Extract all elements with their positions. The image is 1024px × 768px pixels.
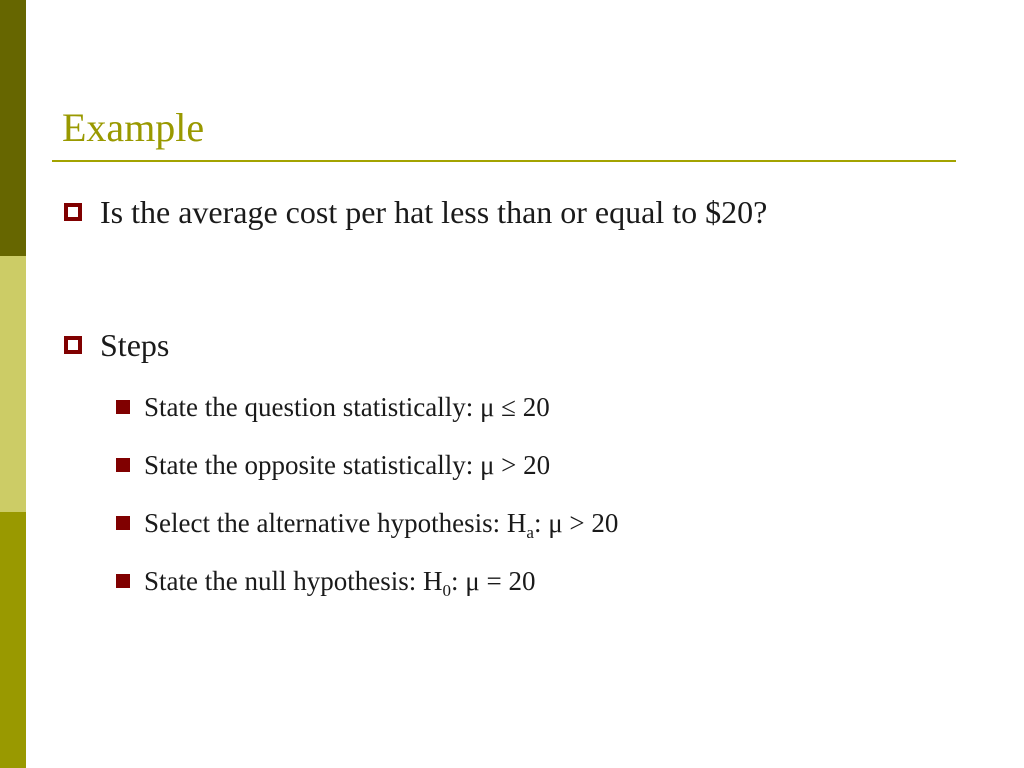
side-band-middle (0, 256, 26, 512)
filled-square-bullet-icon (116, 516, 130, 530)
side-band-bottom (0, 512, 26, 768)
title-underline (52, 160, 956, 162)
bullet-steps (64, 325, 169, 365)
steps-heading: Steps (100, 326, 170, 363)
filled-square-bullet-icon (116, 400, 130, 414)
step-item (116, 564, 535, 598)
question-text: Is the average cost per hat less than or equal to $20? (100, 193, 768, 230)
hollow-square-bullet-icon (64, 336, 82, 354)
step-item (116, 506, 618, 540)
step-text-pre: State the null hypothesis: H (144, 565, 443, 596)
step-text: State the question statistically: μ ≤ 20 (144, 391, 550, 422)
slide-title: Example (62, 105, 205, 150)
filled-square-bullet-icon (116, 574, 130, 588)
step-item (116, 448, 550, 482)
step-text-subscript: a (526, 522, 534, 542)
step-item (116, 390, 550, 424)
step-text-pre: Select the alternative hypothesis: H (144, 507, 527, 538)
step-text: State the opposite statistically: μ > 20 (144, 449, 551, 480)
filled-square-bullet-icon (116, 458, 130, 472)
bullet-question (64, 192, 767, 232)
step-text-subscript: 0 (442, 580, 451, 600)
side-band-top (0, 0, 26, 256)
step-text-post: : μ = 20 (450, 565, 536, 596)
step-text-post: : μ > 20 (533, 507, 619, 538)
step-text (144, 565, 536, 600)
step-text (144, 507, 619, 542)
hollow-square-bullet-icon (64, 203, 82, 221)
